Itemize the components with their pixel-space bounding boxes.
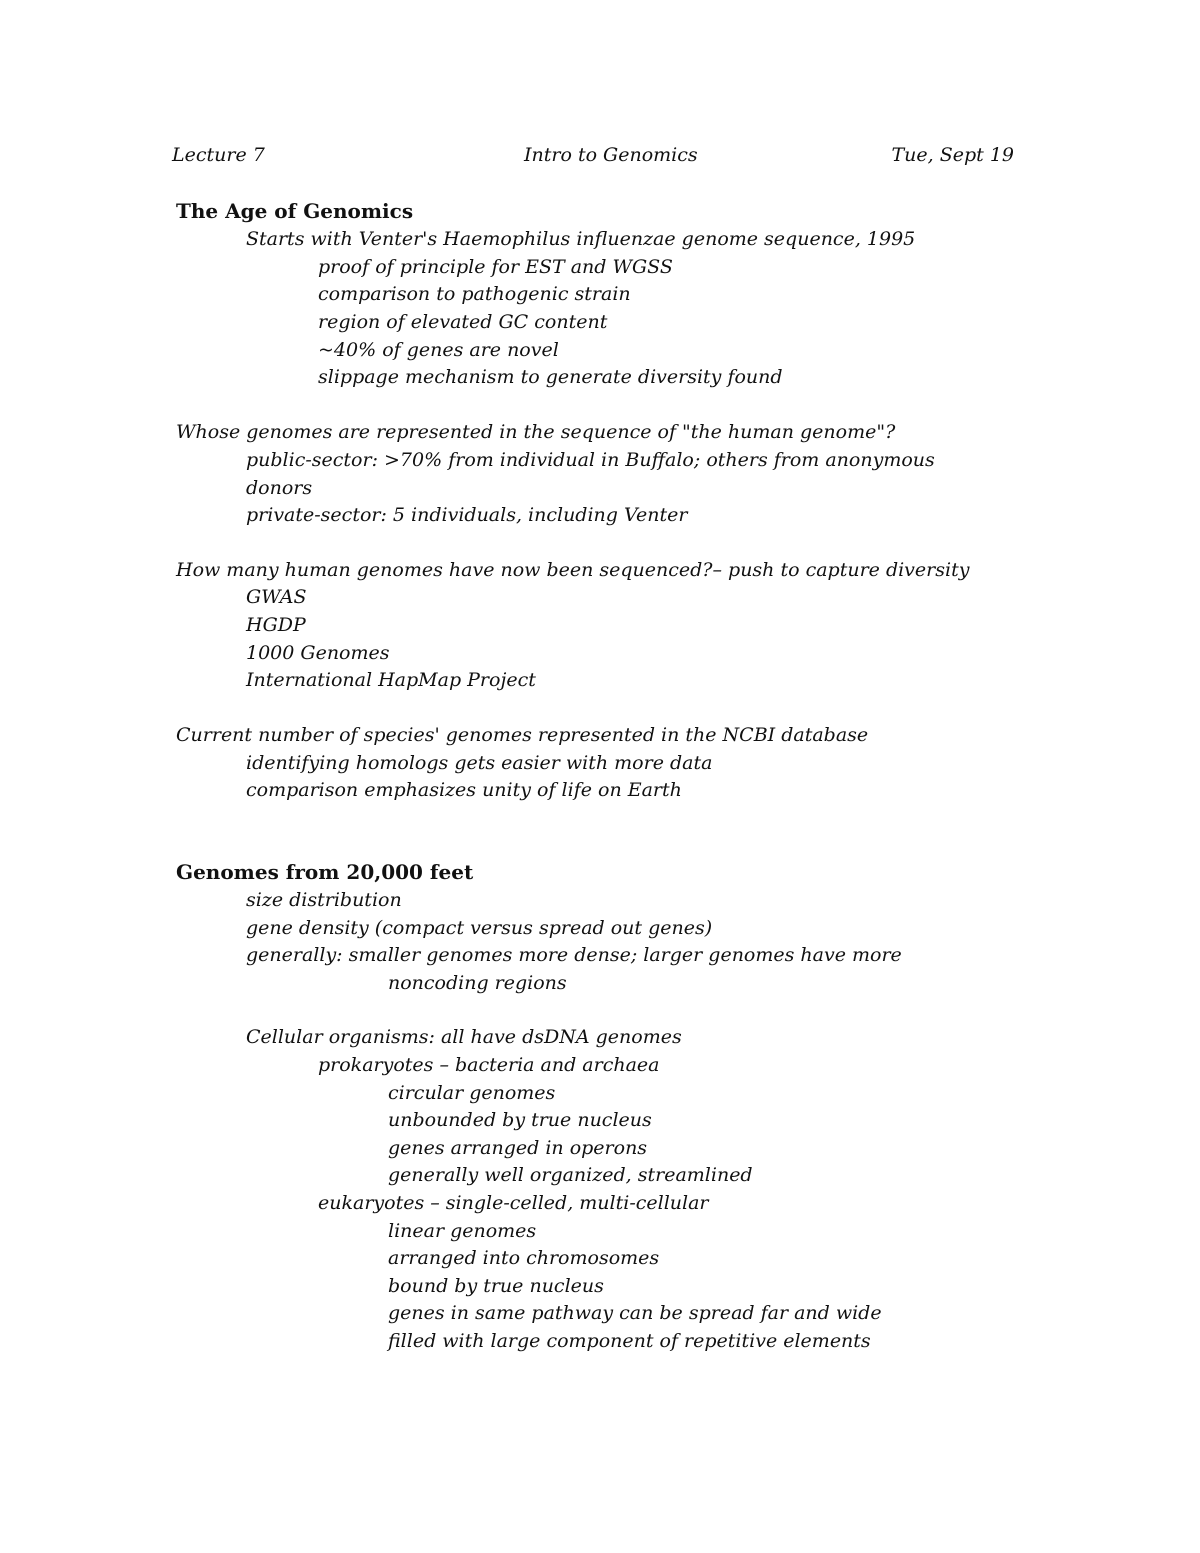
- list-item: identifying homologs gets easier with more data: [246, 752, 713, 774]
- list-item: bound by true nucleus: [388, 1275, 604, 1297]
- question-human-genome: Whose genomes are represented in the sequence of "the human genome"?: [176, 421, 896, 443]
- list-item: generally: smaller genomes more dense; larger genomes have more: [246, 944, 902, 966]
- list-item: linear genomes: [388, 1220, 537, 1242]
- list-item: proof of principle for EST and WGSS: [318, 256, 673, 278]
- section-intro: Starts with Venter's Haemophilus influenzae genome sequence, 1995: [246, 228, 916, 250]
- lecture-date: Tue, Sept 19: [891, 144, 1014, 166]
- list-item: comparison to pathogenic strain: [318, 283, 631, 305]
- list-item-continuation: donors: [246, 477, 313, 499]
- list-item: generally well organized, streamlined: [388, 1164, 753, 1186]
- list-item: GWAS: [246, 586, 307, 608]
- list-item: region of elevated GC content: [318, 311, 608, 333]
- list-item: ~40% of genes are novel: [318, 339, 559, 361]
- list-item: private-sector: 5 individuals, including Venter: [246, 504, 688, 526]
- list-item: public-sector: >70% from individual in Buffalo; others from anonymous: [246, 449, 935, 471]
- list-item: circular genomes: [388, 1082, 556, 1104]
- course-title: Intro to Genomics: [524, 144, 698, 166]
- lecture-number: Lecture 7: [172, 144, 265, 166]
- list-item: gene density (compact versus spread out genes): [246, 917, 713, 939]
- list-item: filled with large component of repetitive elements: [388, 1330, 871, 1352]
- section-heading-genomes-20000-feet: Genomes from 20,000 feet: [176, 860, 474, 884]
- page-header: [172, 144, 1014, 172]
- list-item: comparison emphasizes unity of life on Earth: [246, 779, 682, 801]
- section-heading-age-of-genomics: The Age of Genomics: [176, 199, 414, 223]
- list-item: slippage mechanism to generate diversity found: [318, 366, 783, 388]
- list-item: genes arranged in operons: [388, 1137, 648, 1159]
- list-item-continuation: noncoding regions: [388, 972, 567, 994]
- prokaryotes-label: prokaryotes – bacteria and archaea: [318, 1054, 660, 1076]
- list-item: International HapMap Project: [246, 669, 536, 691]
- list-item: genes in same pathway can be spread far and wide: [388, 1302, 882, 1324]
- list-item: HGDP: [246, 614, 306, 636]
- eukaryotes-label: eukaryotes – single-celled, multi-cellular: [318, 1192, 709, 1214]
- list-item: arranged into chromosomes: [388, 1247, 660, 1269]
- cellular-organisms-line: Cellular organisms: all have dsDNA genomes: [246, 1026, 682, 1048]
- list-item: unbounded by true nucleus: [388, 1109, 652, 1131]
- list-item: size distribution: [246, 889, 402, 911]
- question-genomes-sequenced: How many human genomes have now been sequenced?– push to capture diversity: [176, 559, 970, 581]
- list-item: 1000 Genomes: [246, 642, 390, 664]
- question-ncbi-species: Current number of species' genomes represented in the NCBI database: [176, 724, 869, 746]
